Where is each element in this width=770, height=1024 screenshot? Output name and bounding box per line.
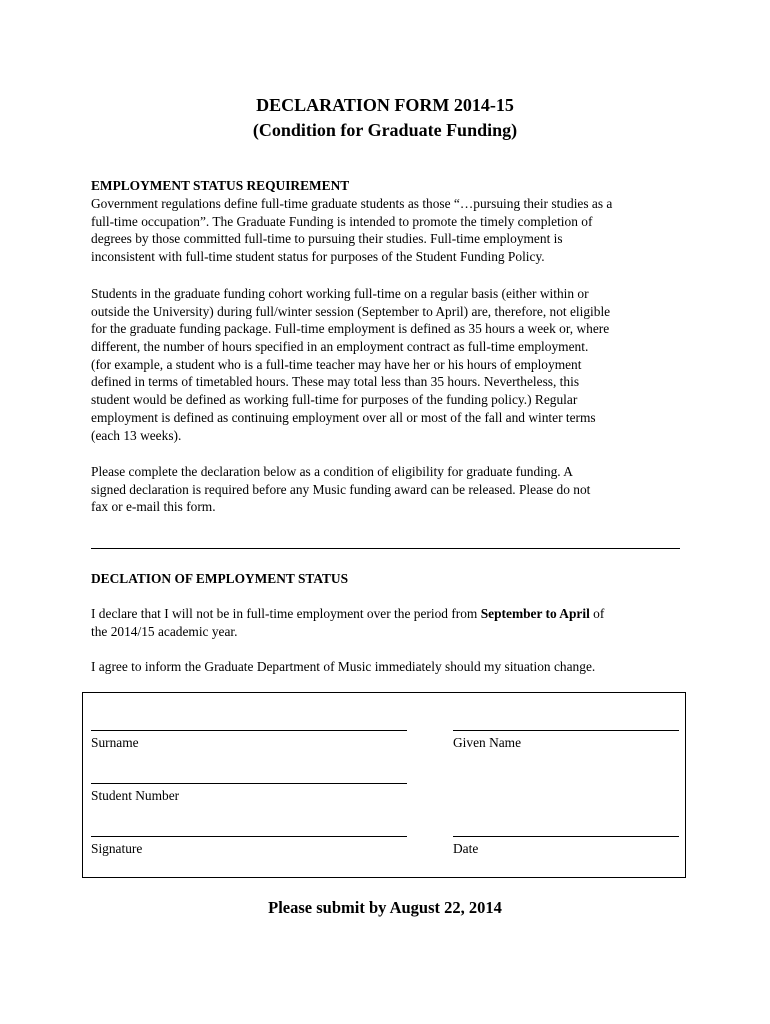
surname-label: Surname [91,735,139,750]
paragraph-line: Please complete the declaration below as a condition of eligibility for graduate funding. A [91,464,573,479]
signature-field[interactable] [91,836,407,837]
student-number-field[interactable] [91,783,407,784]
declaration-paragraph-2: I agree to inform the Graduate Department of Music immediately should my situation change. [91,659,596,674]
employment-status-heading: EMPLOYMENT STATUS REQUIREMENT [91,178,350,193]
paragraph-line: employment is defined as continuing employment over all or most of the fall and winter terms [91,409,596,425]
employment-paragraph-2 [91,285,691,444]
paragraph-line: (each 13 weeks). [91,427,182,443]
submission-deadline: Please submit by August 22, 2014 [268,898,502,917]
paragraph-line: Government regulations define full-time graduate students as those “…pursuing their studies as a [91,196,613,211]
employment-paragraph-3 [91,463,691,516]
employment-paragraph-1 [91,195,691,266]
surname-field[interactable] [91,730,407,731]
date-field[interactable] [453,836,679,837]
form-subtitle: (Condition for Graduate Funding) [252,120,518,140]
paragraph-line: defined in terms of timetabled hours. These may total less than 35 hours. Nevertheless, this [91,374,580,390]
declaration-heading: DECLATION OF EMPLOYMENT STATUS [91,571,349,586]
paragraph-line: full-time occupation”. The Graduate Funding is intended to promote the timely completion of [91,213,593,229]
paragraph-line: fax or e-mail this form. [91,499,216,515]
declaration-period: September to April [480,606,590,621]
paragraph-line: student would be defined as working full-time for purposes of the funding policy.) Regular [91,392,578,408]
section-divider [91,548,680,549]
paragraph-line [91,605,691,623]
paragraph-line: signed declaration is required before any Music funding award can be released. Please do not [91,481,591,497]
paragraph-line: outside the University) during full/winter session (September to April) are, therefore, not eligible [91,303,611,319]
declaration-text-end: of [589,606,605,621]
declaration-text: I declare that I will not be in full-time employment over the period from [91,606,481,621]
form-title: DECLARATION FORM 2014-15 [256,95,514,115]
paragraph-line: for the graduate funding package. Full-time employment is defined as 35 hours a week or, where [91,321,610,337]
paragraph-line: Students in the graduate funding cohort working full-time on a regular basis (either within or [91,286,589,301]
paragraph-line: degrees by those committed full-time to pursuing their studies. Full-time employment is [91,231,563,247]
given-name-label: Given Name [453,735,522,750]
declaration-paragraph-1 [91,605,691,640]
date-label: Date [453,841,479,856]
given-name-field[interactable] [453,730,679,731]
paragraph-line: different, the number of hours specified in an employment contract as full-time employment. [91,339,589,355]
paragraph-line: inconsistent with full-time student status for purposes of the Student Funding Policy. [91,249,545,265]
signature-label: Signature [91,841,143,856]
signature-box [82,692,686,878]
paragraph-line: the 2014/15 academic year. [91,623,238,639]
student-number-label: Student Number [91,788,180,803]
paragraph-line: (for example, a student who is a full-time teacher may have her or his hours of employment [91,356,582,372]
